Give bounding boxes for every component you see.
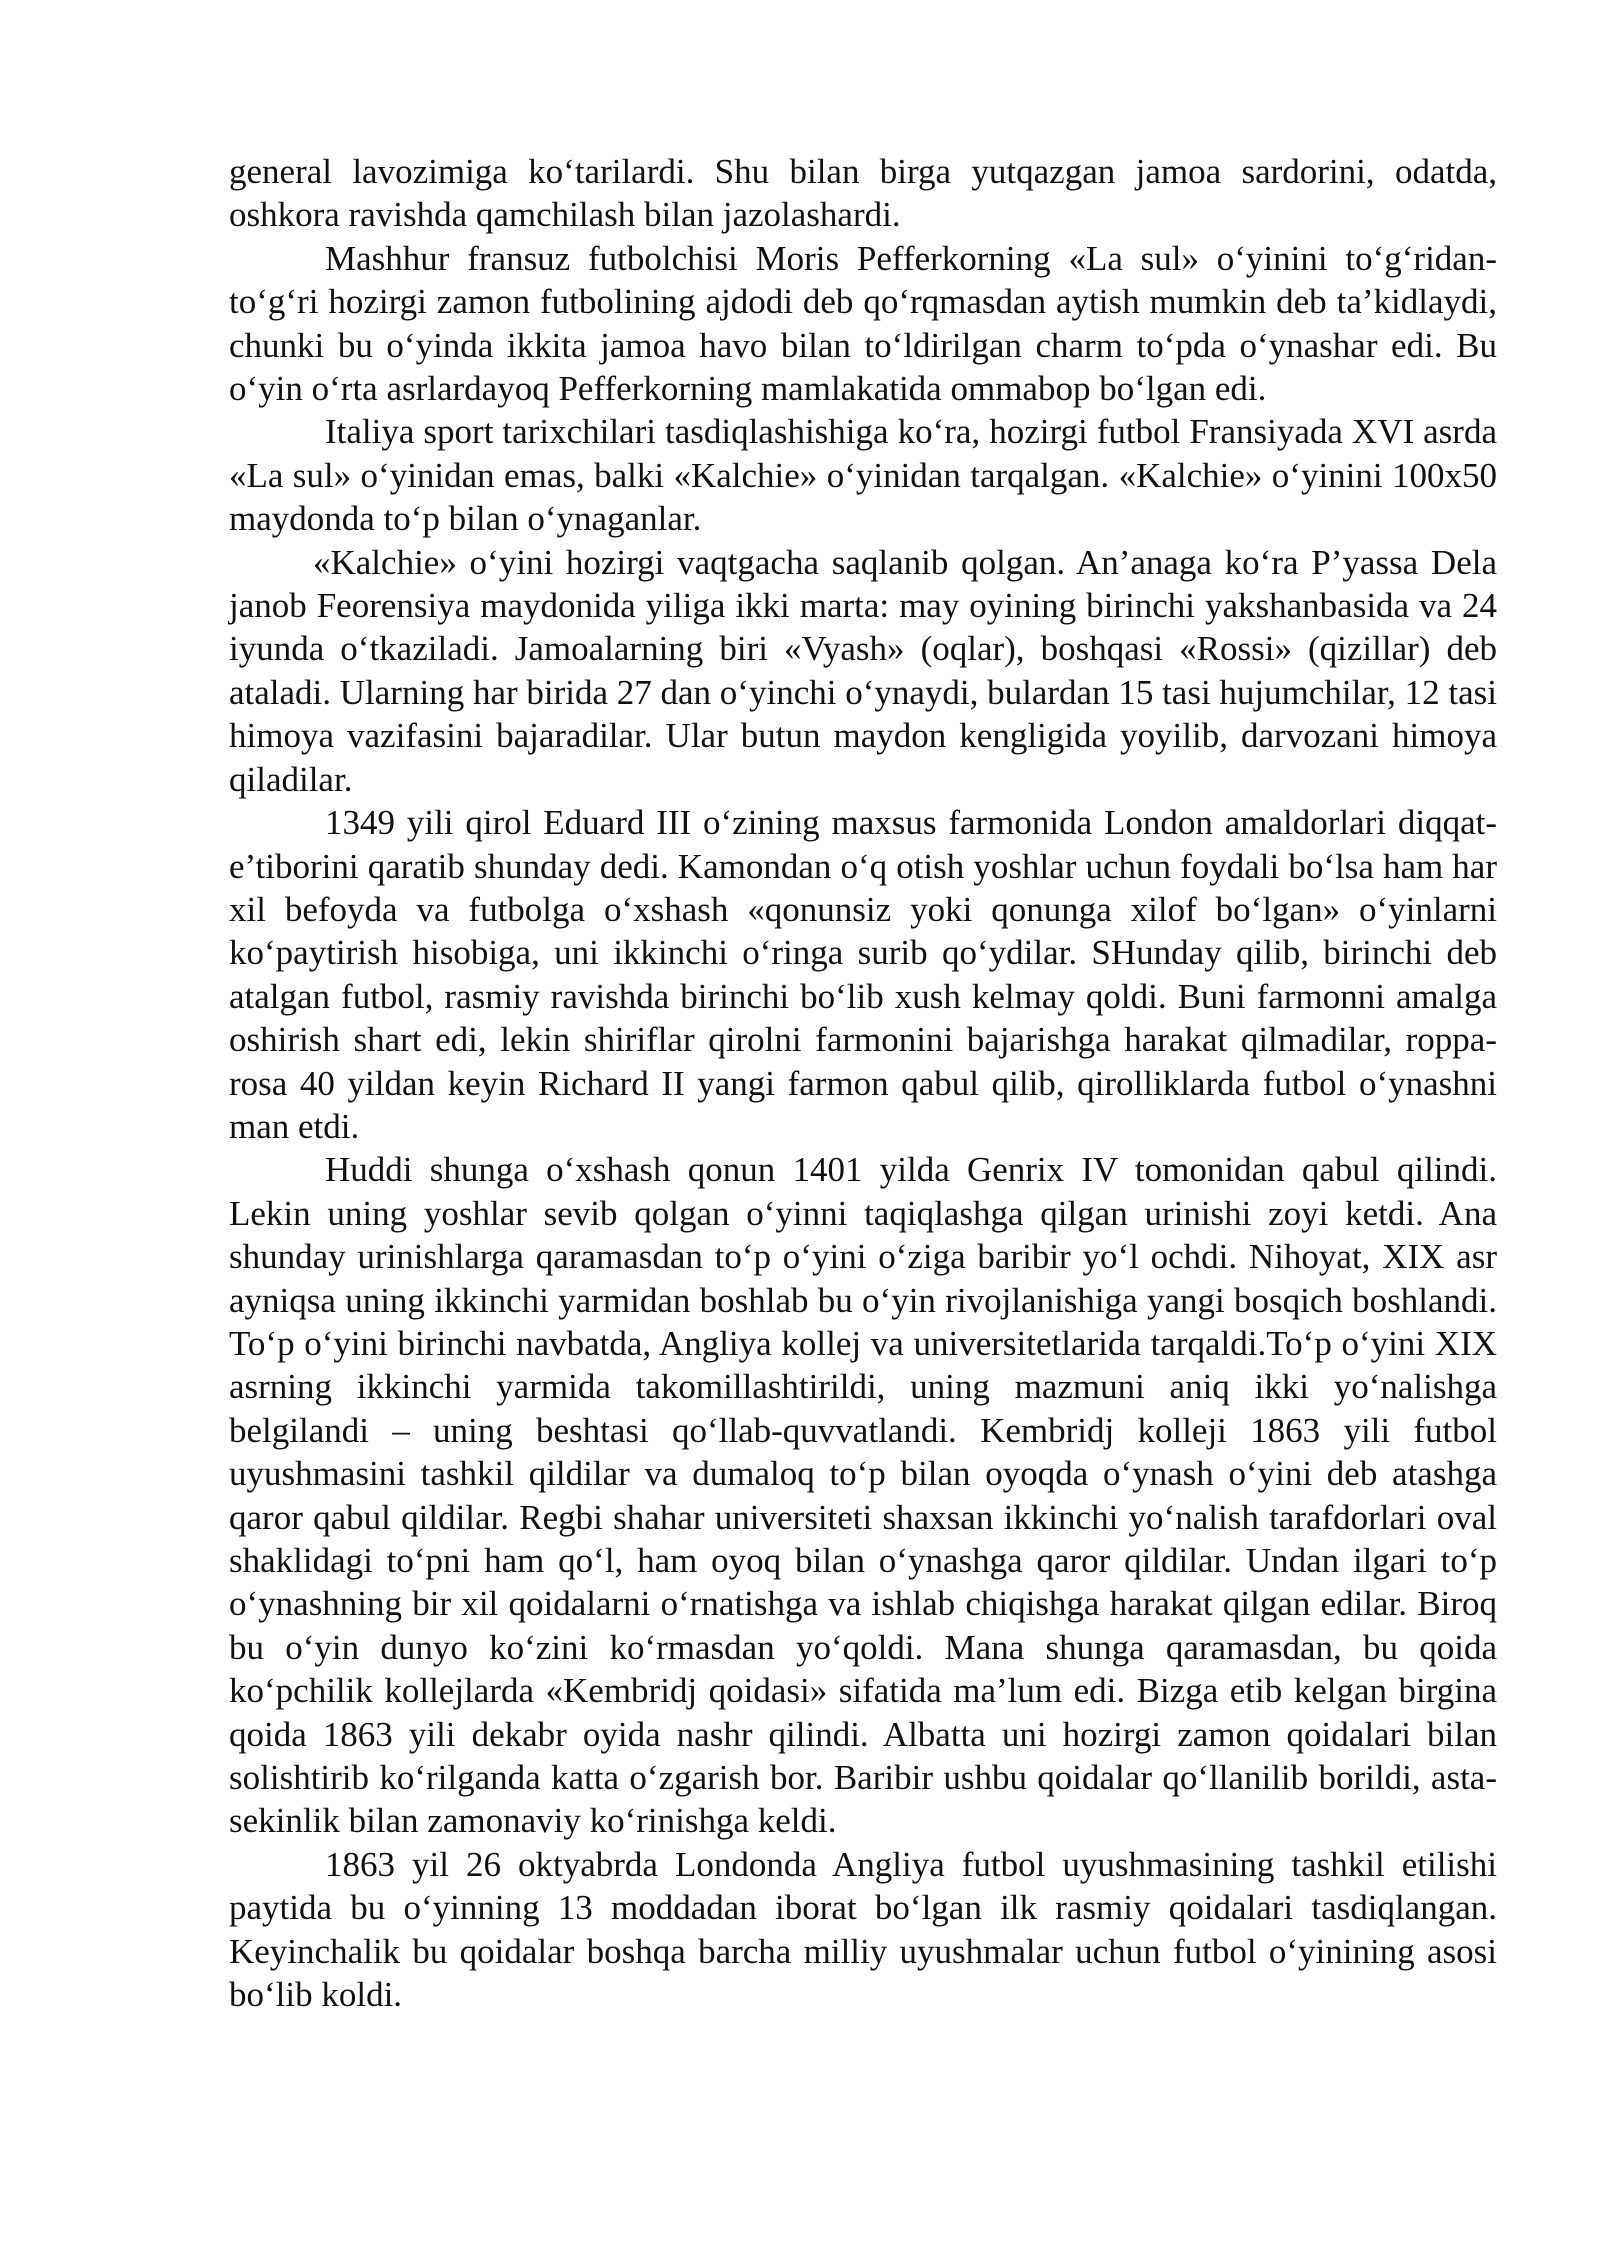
paragraph-henry-iv: Huddi shunga o‘xshash qonun 1401 yilda Genrix IV tomonidan qabul qilindi. Lekin uning yoshlar sevib qolgan o‘yinni taqiqlashga qilgan urinishi zoyi ketdi. Ana shunday urinishlarga qaramasdan to‘p o‘yini o‘ziga baribir yo‘l ochdi. Nihoyat, XIX asr ayniqsa uning ikkinchi yarmidan boshlab bu o‘yin rivojlanishiga yangi bosqich boshlandi. To‘p o‘yini birinchi navbatda, Angliya kollej va universitetlarida tarqaldi.To‘p o‘yini XIX asrning ikkinchi yarmida takomillashtirildi, uning mazmuni aniq ikki yo‘nalishga belgilandi – uning beshtasi qo‘llab-quvvatlandi. Kembridj kolleji 1863 yili futbol uyushmasini tashkil qildilar va dumaloq to‘p bilan oyoqda o‘ynash o‘yini deb atashga qaror qabul qildilar. Regbi shahar universiteti shaxsan ikkinchi yo‘nalish tarafdorlari oval shaklidagi to‘pni ham qo‘l, ham oyoq bilan o‘ynashga qaror qildilar. Undan ilgari to‘p o‘ynashning bir xil qoidalarni o‘rnatishga va ishlab chiqishga harakat qilgan edilar. Biroq bu o‘yin dunyo ko‘zini ko‘rmasdan yo‘qoldi. Mana shunga qaramasdan, bu qoida ko‘pchilik kollejlarda «Kembridj qoidasi» sifatida ma’lum edi. Bizga etib kelgan birgina qoida 1863 yili dekabr oyida nashr qilindi. Albatta uni hozirgi zamon qoidalari bilan solishtirib ko‘rilganda katta o‘zgarish bor. Baribir ushbu qoidalar qo‘llanilib borildi, asta-sekinlik bilan zamonaviy ko‘rinishga keldi. bbox=[229, 1150, 1497, 1841]
paragraph-edward-iii: 1349 yili qirol Eduard III o‘zining maxsus farmonida London amaldorlari diqqat-e’tiborini qaratib shunday dedi. Kamondan o‘q otish yoshlar uchun foydali bo‘lsa ham har xil befoyda va futbolga o‘xshash «qonunsiz yoki qonunga xilof bo‘lgan» o‘yinlarni ko‘paytirish hisobiga, uni ikkinchi o‘ringa surib qo‘ydilar. SHunday qilib, birinchi deb atalgan futbol, rasmiy ravishda birinchi bo‘lib xush kelmay qoldi. Buni farmonni amalga oshirish shart edi, lekin shiriflar qirolni farmonini bajarishga harakat qilmadilar, roppa-rosa 40 yildan keyin Richard II yangi farmon qabul qilib, qirolliklarda futbol o‘ynashni man etdi. bbox=[229, 803, 1497, 1146]
document-page bbox=[229, 150, 1497, 2016]
paragraph-football-association: 1863 yil 26 oktyabrda Londonda Angliya futbol uyushmasining tashkil etilishi paytida bu o‘yinning 13 moddadan iborat bo‘lgan ilk rasmiy qoidalari tasdiqlangan. Keyinchalik bu qoidalar boshqa barcha milliy uyushmalar uchun futbol o‘yinining asosi bo‘lib koldi. bbox=[229, 1844, 1497, 2015]
paragraph-continuation: general lavozimiga ko‘tarilardi. Shu bilan birga yutqazgan jamoa sardorini, odatda, oshkora ravishda qamchilash bilan jazolashardi. bbox=[229, 152, 1497, 235]
paragraph-kalchie: «Kalchie» o‘yini hozirgi vaqtgacha saqlanib qolgan. An’anaga ko‘ra P’yassa Dela janob Feorensiya maydonida yiliga ikki marta: may oyining birinchi yakshanbasida va 24 iyunda o‘tkaziladi. Jamoalarning biri «Vyash» (oqlar), boshqasi «Rossi» (qizillar) deb ataladi. Ularning har birida 27 dan o‘yinchi o‘ynaydi, bulardan 15 tasi hujumchilar, 12 tasi himoya vazifasini bajaradilar. Ular butun maydon kengligida yoyilib, darvozani himoya qiladilar. bbox=[229, 542, 1497, 799]
paragraph-italian-historians: Italiya sport tarixchilari tasdiqlashishiga ko‘ra, hozirgi futbol Fransiyada XVI asrda «La sul» o‘yinidan emas, balki «Kalchie» o‘yinidan tarqalgan. «Kalchie» o‘yinini 100x50 maydonda to‘p bilan o‘ynaganlar. bbox=[229, 412, 1497, 539]
paragraph-la-sul: Mashhur fransuz futbolchisi Moris Pefferkorning «La sul» o‘yinini to‘g‘ridan-to‘g‘ri hozirgi zamon futbolining ajdodi deb qo‘rqmasdan aytish mumkin deb ta’kidlaydi, chunki bu o‘yinda ikkita jamoa havo bilan to‘ldirilgan charm to‘pda o‘ynashar edi. Bu o‘yin o‘rta asrlardayoq Pefferkorning mamlakatida ommabop bo‘lgan edi. bbox=[229, 238, 1497, 409]
